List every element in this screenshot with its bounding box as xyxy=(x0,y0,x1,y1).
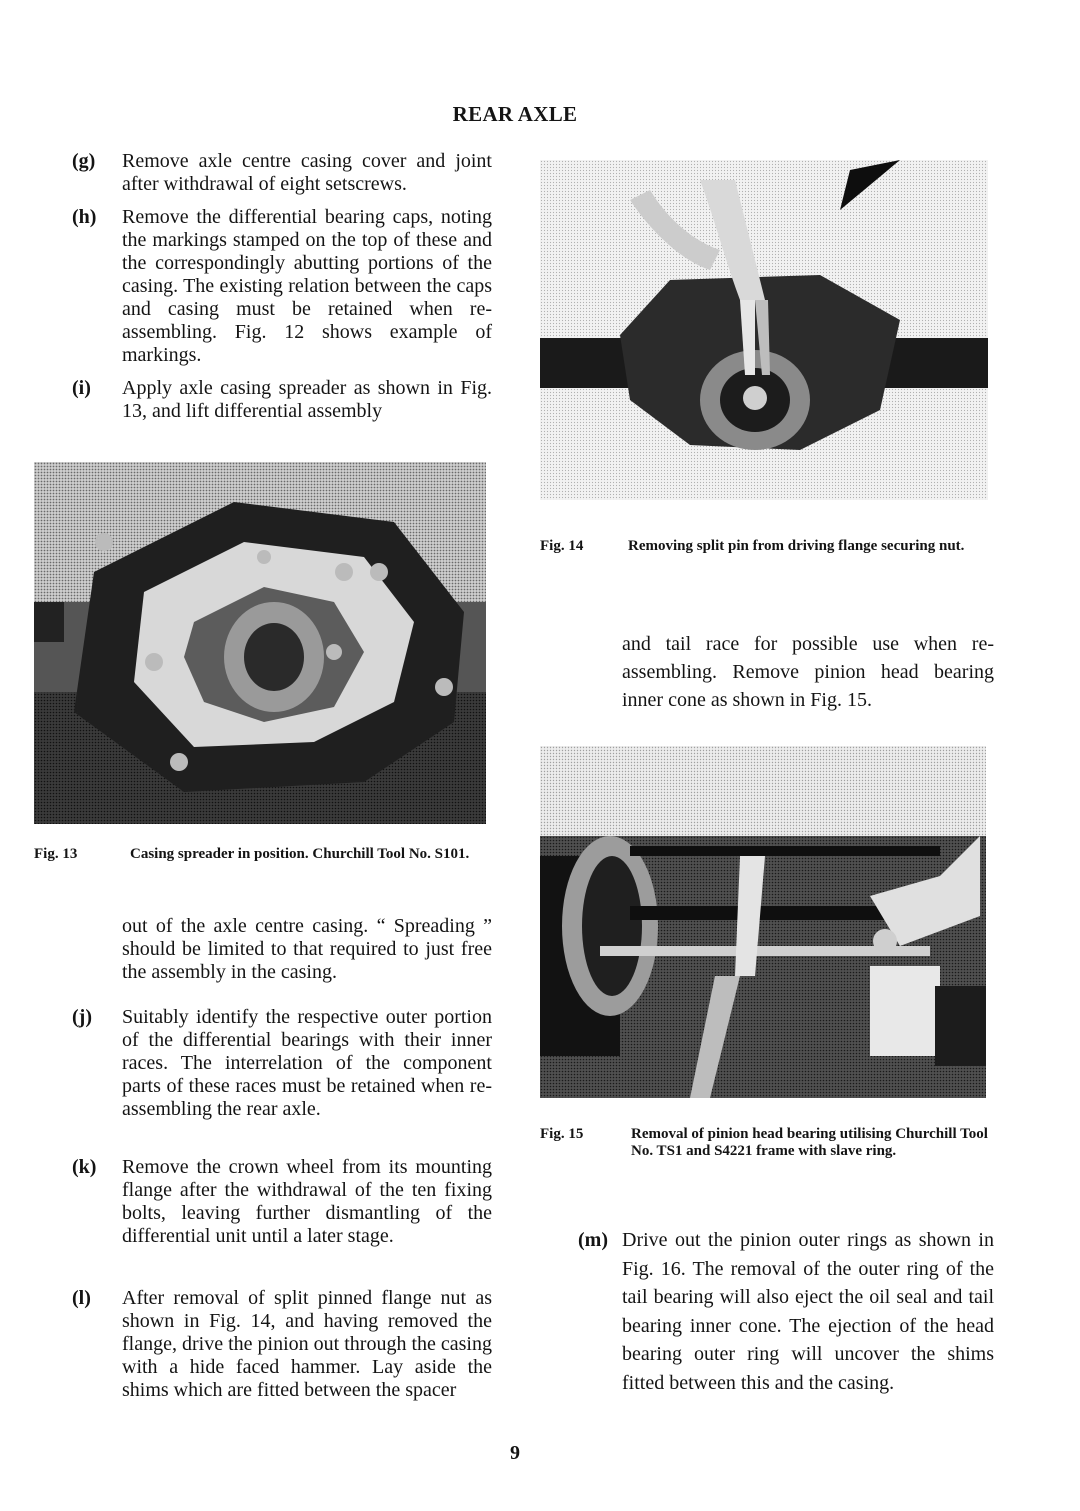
step-h xyxy=(72,206,492,367)
fig15-caption-text: Removal of pinion head bearing utilising Churchill Tool No. TS1 and S4221 frame with slave ring. xyxy=(631,1126,988,1159)
fig13-number: Fig. 13 xyxy=(34,846,78,862)
step-h-text: Remove the differential bearing caps, noting the markings stamped on the top of these and the correspondingly abutting portions of the casing. The existing relation between the caps and casing must be retained when re-assembling. Fig. 12 shows example of markings. xyxy=(122,206,492,366)
step-m-label: (m) xyxy=(578,1229,608,1251)
fig15-photo xyxy=(540,746,986,1098)
step-g-label: (g) xyxy=(72,150,96,172)
step-k-text: Remove the crown wheel from its mounting flange after the withdrawal of the ten fixing bolts, leaving further dismantling of the differential unit until a later stage. xyxy=(122,1156,492,1247)
page-title: REAR AXLE xyxy=(452,102,578,126)
fig15-number: Fig. 15 xyxy=(540,1126,584,1142)
fig13-photo xyxy=(34,462,486,824)
fig14-number: Fig. 14 xyxy=(540,538,584,554)
step-i-label: (i) xyxy=(72,377,91,399)
fig13-caption xyxy=(34,846,486,863)
step-k xyxy=(72,1156,492,1248)
step-h-label: (h) xyxy=(72,206,97,228)
page-number: 9 xyxy=(510,1442,520,1464)
step-i-text: Apply axle casing spreader as shown in Fig. 13, and lift differential assembly xyxy=(122,377,492,422)
fig15-caption xyxy=(540,1126,988,1160)
fig14-caption-text: Removing split pin from driving flange securing nut. xyxy=(628,538,965,554)
step-j-text: Suitably identify the respective outer portion of the differential bearings with their inner races. The interrelation of the component parts of these races must be retained when re-assembling the rear axle. xyxy=(122,1006,492,1120)
step-l-label: (l) xyxy=(72,1287,91,1309)
step-l xyxy=(72,1287,492,1402)
fig13-caption-text: Casing spreader in position. Churchill Tool No. S101. xyxy=(130,846,470,862)
step-k-label: (k) xyxy=(72,1156,97,1178)
step-j-label: (j) xyxy=(72,1006,92,1028)
step-l-continued: and tail race for possible use when re-assembling. Remove pinion head bearing inner cone as shown in Fig. 15. xyxy=(622,633,994,711)
step-i-continued: out of the axle centre casing. “ Spreading ” should be limited to that required to just free the assembly in the casing. xyxy=(122,915,492,983)
step-m-text: Drive out the pinion outer rings as shown in Fig. 16. The removal of the outer ring of the tail bearing will also eject the oil seal and tail bearing inner cone. The ejection of the head bearing outer ring will uncover the shims fitted between this and the casing. xyxy=(622,1229,994,1394)
step-j xyxy=(72,1006,492,1121)
step-i xyxy=(72,377,492,423)
step-m xyxy=(578,1226,994,1397)
step-g-text: Remove axle centre casing cover and joint after withdrawal of eight setscrews. xyxy=(122,150,492,195)
step-g xyxy=(72,150,492,196)
fig14-photo xyxy=(540,160,988,500)
fig14-caption xyxy=(540,538,988,555)
step-l-text: After removal of split pinned flange nut as shown in Fig. 14, and having removed the flange, drive the pinion out through the casing with a hide faced hammer. Lay aside the shims which are fitted between the spacer xyxy=(122,1287,492,1401)
